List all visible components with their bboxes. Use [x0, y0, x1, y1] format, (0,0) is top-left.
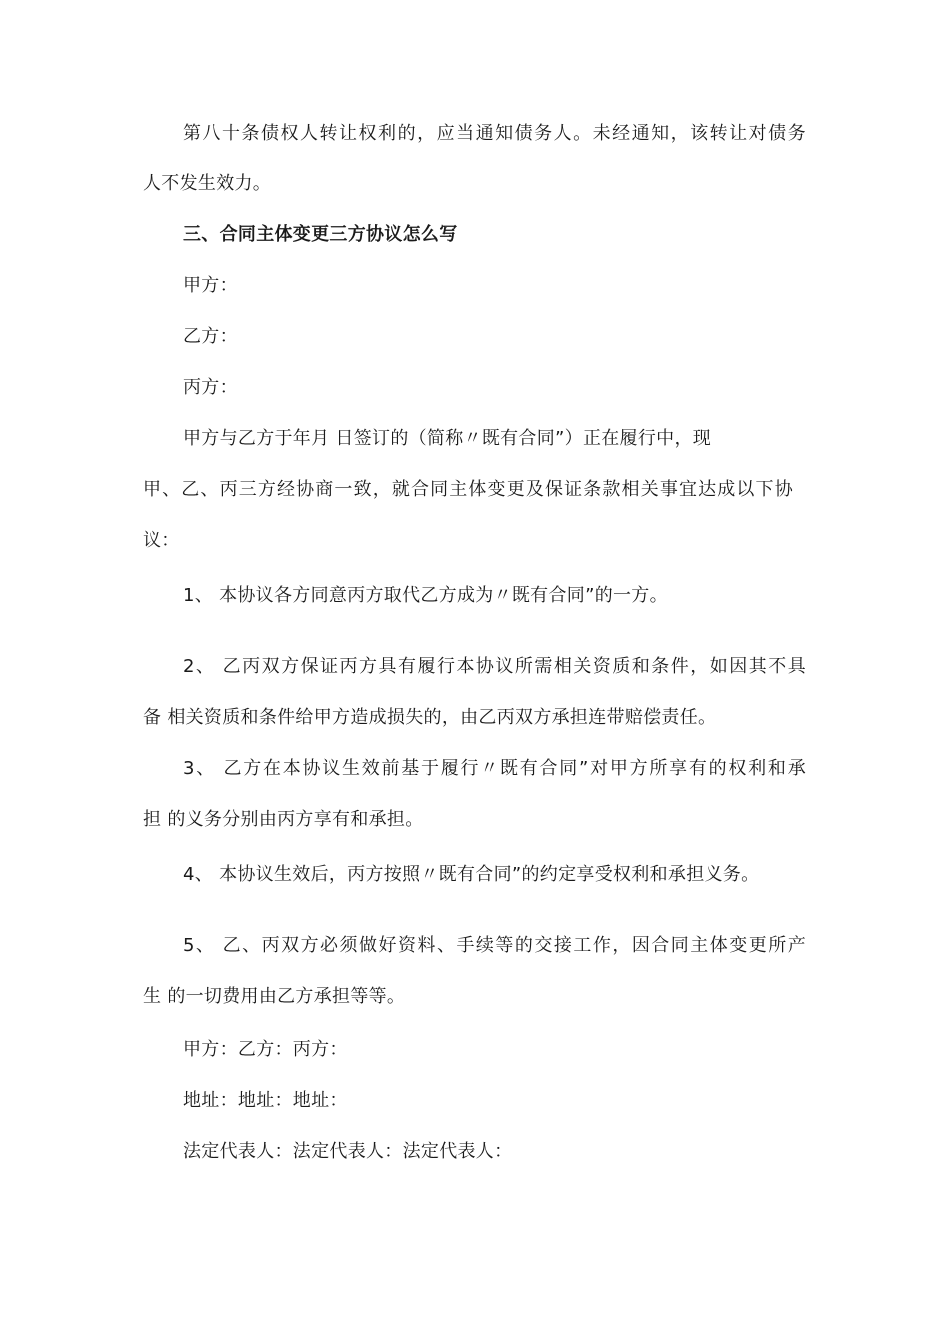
clause-5-text-1: 5、 乙、丙双方必须做好资料、手续等的交接工作，因合同主体变更所产 — [183, 935, 806, 956]
clause-2-line-1 — [183, 655, 806, 679]
party-a-label: 甲方： — [183, 275, 238, 296]
article80-text-1: 第八十条债权人转让权利的，应当通知债务人。未经通知，该转让对债务 — [183, 123, 806, 144]
clause-5-line-1 — [183, 934, 806, 958]
preamble-text-2: 甲、乙、丙三方经协商一致，就合同主体变更及保证条款相关事宜达成以下协 — [143, 479, 793, 500]
preamble-line-3: 议： — [143, 530, 180, 551]
article80-line-2: 人不发生效力。 — [143, 173, 272, 194]
clause-2-line-2: 备 相关资质和条件给甲方造成损失的，由乙丙双方承担连带赔偿责任。 — [143, 707, 717, 728]
preamble-line-2 — [143, 478, 793, 502]
preamble-line-1: 甲方与乙方于年月 日签订的（简称〃既有合同”）正在履行中，现 — [183, 428, 712, 449]
clause-3-text-1: 3、 乙方在本协议生效前基于履行〃既有合同”对甲方所享有的权利和承 — [183, 758, 806, 779]
clause-5-line-2: 生 的一切费用由乙方承担等等。 — [143, 986, 406, 1007]
clause-4: 4、 本协议生效后，丙方按照〃既有合同”的约定享受权利和承担义务。 — [183, 864, 760, 885]
signature-parties: 甲方：乙方：丙方： — [183, 1039, 348, 1060]
signature-legal-rep: 法定代表人：法定代表人：法定代表人： — [183, 1141, 513, 1162]
clause-2-text-1: 2、 乙丙双方保证丙方具有履行本协议所需相关资质和条件，如因其不具 — [183, 656, 806, 677]
clause-1: 1、 本协议各方同意丙方取代乙方成为〃既有合同”的一方。 — [183, 585, 668, 606]
clause-3-line-1 — [183, 757, 806, 781]
clause-3-line-2: 担 的义务分别由丙方享有和承担。 — [143, 809, 424, 830]
section3-heading: 三、合同主体变更三方协议怎么写 — [183, 224, 458, 245]
signature-address: 地址：地址：地址： — [183, 1090, 348, 1111]
article80-line-1 — [183, 122, 806, 146]
party-b-label: 乙方： — [183, 326, 238, 347]
party-c-label: 丙方： — [183, 377, 238, 398]
